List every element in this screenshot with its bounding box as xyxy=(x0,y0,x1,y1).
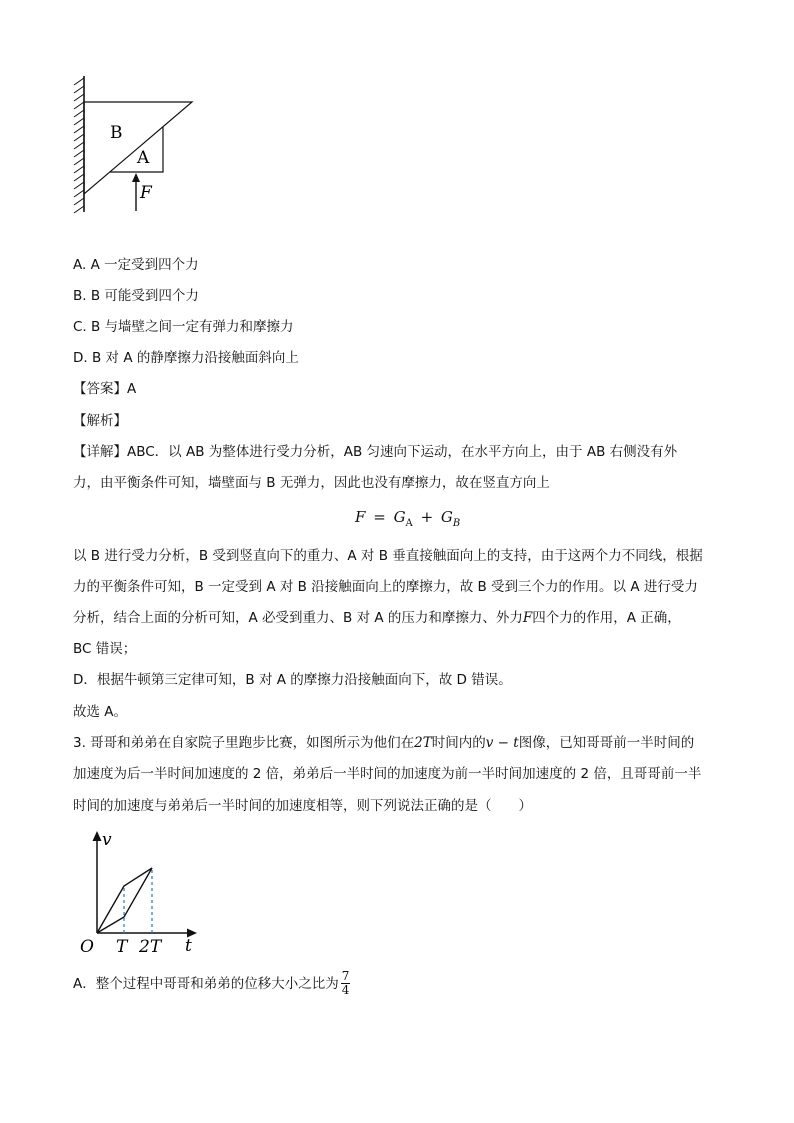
option-d: D. B 对 A 的静摩擦力沿接触面斜向上 xyxy=(73,350,299,366)
question-3-mid: 时间内的 xyxy=(431,735,486,751)
tick-2t-label: 2T xyxy=(139,937,162,957)
option-q3-a-text: A．整个过程中哥哥和弟弟的位移大小之比为 xyxy=(73,975,339,992)
detail-line-3-force: F xyxy=(522,610,533,626)
force-arrowhead xyxy=(132,173,140,182)
tick-t-label: T xyxy=(116,937,128,957)
fraction xyxy=(341,970,351,997)
detail-paragraph-2-line-2: 力的平衡条件可知，B 一定受到 A 对 B 沿接触面向上的摩擦力，故 B 受到三个力的作用。以 A 进行受力 xyxy=(73,579,698,595)
answer-label: 【答案】A xyxy=(73,381,137,397)
option-c: C. B 与墙壁之间一定有弹力和摩擦力 xyxy=(73,319,294,335)
conclusion: 故选 A。 xyxy=(73,704,128,720)
detail-line-3-post: 四个力的作用，A 正确， xyxy=(532,610,681,626)
detail-paragraph-2-line-4: BC 错误； xyxy=(73,641,137,657)
question-3-2t: 2T xyxy=(414,735,432,751)
v-axis-arrowhead xyxy=(93,831,102,841)
equation-plus: + xyxy=(420,508,434,526)
option-a: A. A 一定受到四个力 xyxy=(73,257,199,273)
question-3-line-2: 加速度为后一半时间加速度的 2 倍，弟弟后一半时间的加速度为前一半时间加速度的 2 倍，且哥哥前一半 xyxy=(73,766,702,782)
fraction-denominator: 4 xyxy=(341,983,350,997)
equation xyxy=(355,506,460,535)
detail-paragraph-3: D．根据牛顿第三定律可知，B 对 A 的摩擦力沿接触面向下，故 D 错误。 xyxy=(73,672,512,688)
equation-equals: = xyxy=(373,508,386,526)
analysis-label: 【解析】 xyxy=(73,413,127,429)
equation-g-b: G xyxy=(440,508,453,526)
detail-paragraph-1-line-1: 【详解】ABC．以 AB 为整体进行受力分析，AB 匀速向下运动，在水平方向上，由于 AB 右侧没有外 xyxy=(73,444,678,460)
block-figure xyxy=(60,70,210,220)
force-label: F xyxy=(140,183,152,203)
option-b: B. B 可能受到四个力 xyxy=(73,288,199,304)
equation-f: F xyxy=(355,508,366,526)
detail-paragraph-2-line-3 xyxy=(73,608,681,628)
axis-t-label: t xyxy=(185,936,192,956)
block-a-label: A xyxy=(137,148,150,168)
detail-line-3-pre: 分析，结合上面的分析可知，A 必受到重力、B 对 A 的压力和摩擦力、外力 xyxy=(73,610,523,626)
question-3-line-3: 时间的加速度与弟弟后一半时间的加速度相等，则下列说法正确的是（ ） xyxy=(73,798,532,814)
question-3-post: 图像，已知哥哥前一半时间的 xyxy=(518,735,695,751)
detail-paragraph-2-line-1: 以 B 进行受力分析，B 受到竖直向下的重力、A 对 B 垂直接触面向上的支持，由于这两个力不同线，根据 xyxy=(73,548,703,564)
equation-g-a: G xyxy=(393,508,406,526)
origin-label: O xyxy=(80,937,94,957)
vt-graph xyxy=(75,825,205,960)
detail-paragraph-1-line-2: 力，由平衡条件可知，墙壁面与 B 无弹力，因此也没有摩擦力，故在竖直方向上 xyxy=(73,475,550,491)
question-3-pre: 3. 哥哥和弟弟在自家院子里跑步比赛，如图所示为他们在 xyxy=(73,735,415,751)
option-q3-a xyxy=(73,970,350,997)
question-3-line-1 xyxy=(73,733,694,753)
equation-sub-b: B xyxy=(452,518,461,529)
question-3-vt: v − t xyxy=(485,735,519,751)
equation-sub-a: A xyxy=(405,518,413,529)
block-b-label: B xyxy=(110,123,123,143)
axis-v-label: v xyxy=(102,830,112,850)
fraction-numerator: 7 xyxy=(341,969,350,983)
